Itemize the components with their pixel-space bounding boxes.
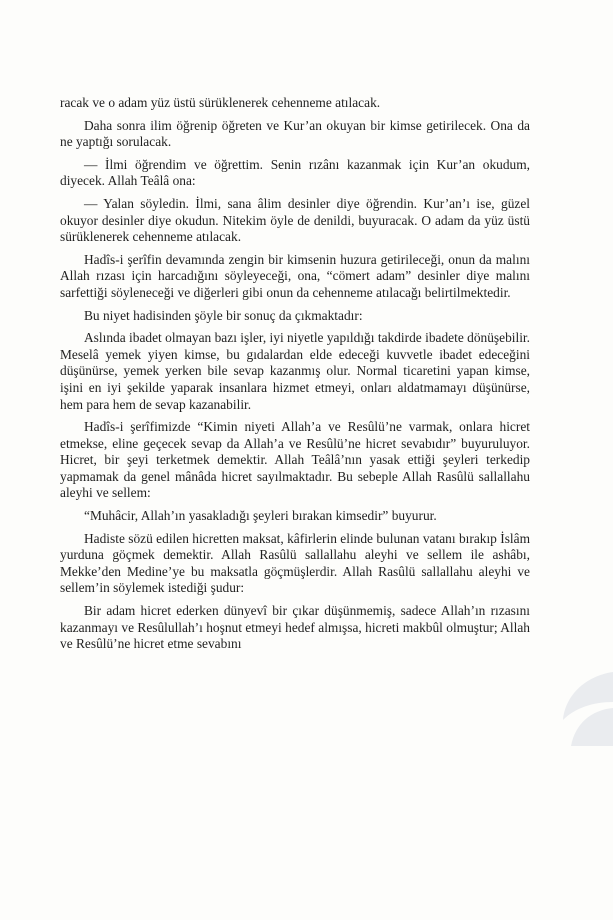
paragraph-9-quote: “Muhâcir, Allah’ın yasakladığı şeyleri bırakan kimsedir” buyurur. xyxy=(84,508,437,524)
paragraph-3: — İlmi öğrendim ve öğrettim. Senin rızânı kazanmak için Kur’an okudum, diyecek. Allah Teâlâ ona: xyxy=(60,156,530,189)
paragraph-10: Hadiste sözü edilen hicretten maksat, kâfirlerin elinde bulunan vatanı bırakıp İslâm yurduna göçmek demektir. Allah Rasûlü sallallahu aleyhi ve sellem ile ashâbı, Mekke’den Medine’ye bu maksatla göçmüşlerdir. Allah Rasûlü sallallahu aleyhi ve sellem’in söylemek istediği şudur: xyxy=(60,530,530,596)
paragraph-8: Hadîs-i şerîfimizde “Kimin niyeti Allah’a ve Resûlü’ne varmak, onlara hicret etmekse, eline geçecek sevap da Allah’a ve Resûlü’ne hicret sevabıdır” buyuruluyor. Hicret, bir şeyi terketmek demektir. Allah Teâlâ’nın yasak ettiği şeyleri terkedip yapmamak da genel mânâda hicret sayılmaktadır. Bu sebeple Allah Rasûlü sallallahu aleyhi ve sellem: xyxy=(60,419,530,501)
book-page xyxy=(60,95,530,659)
paragraph-4: — Yalan söyledin. İlmi, sana âlim desinler diye öğrendin. Kur’an’ı ise, güzel okuyor desinler diye okudun. Nitekim öyle de denildi, buyuracak. O adam da yüz üstü sürüklenerek cehenneme atılacak. xyxy=(60,195,530,245)
paragraph-1: racak ve o adam yüz üstü sürüklenerek cehenneme atılacak. xyxy=(60,95,381,110)
paragraph-2: Daha sonra ilim öğrenip öğreten ve Kur’an okuyan bir kimse getirilecek. Ona da ne yaptığı sorulacak. xyxy=(60,117,530,150)
paragraph-5: Hadîs-i şerîfin devamında zengin bir kimsenin huzura getirileceği, onun da malını Allah rızası için harcadığını söyleyeceği, ona, “cömert adam” desinler diye malını sarfettiği söyleneceği ve diğerleri gibi onun da cehenneme atılacağı belirtilmektedir. xyxy=(60,251,530,300)
paragraph-7: Aslında ibadet olmayan bazı işler, iyi niyetle yapıldığı takdirde ibadete dönüşebilir. Meselâ yemek yiyen kimse, bu gıdalardan elde edeceği kuvvetle ibadet edeceğini düşünürse, yemek yerken bile sevap kazanmış olur. Normal ticaretini yapan kimse, işini en iyi şekilde yaparak insanlara hizmet etmeyi, onları aldatmamayı düşünürse, hem para hem de sevap kazanabilir. xyxy=(60,330,530,412)
watermark-logo xyxy=(555,668,613,748)
paragraph-6: Bu niyet hadisinden şöyle bir sonuç da çıkmaktadır: xyxy=(84,307,363,323)
paragraph-11: Bir adam hicret ederken dünyevî bir çıkar düşünmemiş, sadece Allah’ın rızasını kazanmayı ve Resûlullah’ı hoşnut etmeyi hedef almışsa, hicreti makbûl olmuştur; Allah ve Resûlü’ne hicret etme sevabını xyxy=(60,603,530,652)
